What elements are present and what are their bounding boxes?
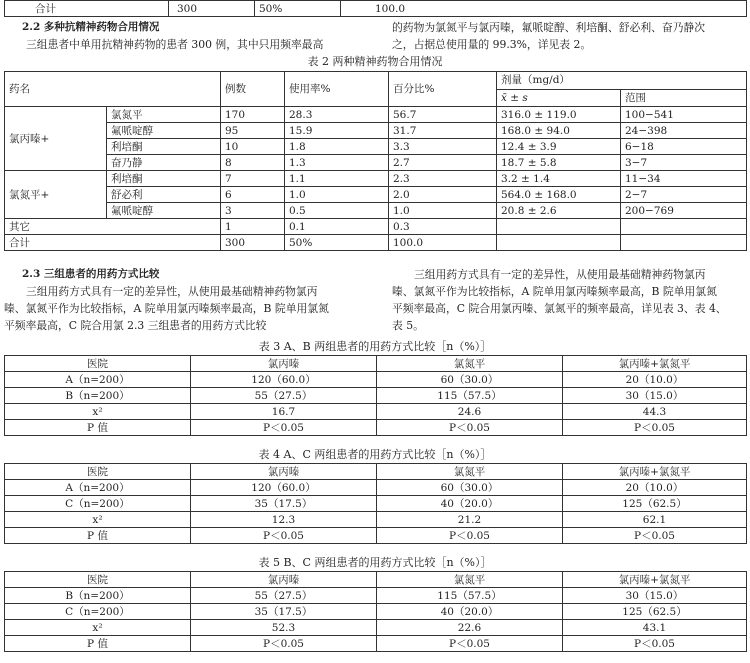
group-name: 氯丙嗪+ <box>5 107 107 171</box>
header-cell: 医院 <box>5 572 191 588</box>
header-cell: 氯氮平 <box>377 356 563 372</box>
header-cell: 氯丙嗪 <box>191 572 377 588</box>
cell: 2−7 <box>621 187 747 203</box>
cell: A（n=200） <box>5 480 191 496</box>
cell: 31.7 <box>389 123 497 139</box>
table-5-caption: 表 5 B、C 两组患者的用药方式比较［n（%）］ <box>258 556 492 569</box>
paragraph-line: 三组患者中单用抗精神药物的患者 300 例，其中只用频率最高 <box>26 38 324 51</box>
header-mean: x̄ ± s <box>497 89 621 107</box>
header-rate: 使用率% <box>285 72 389 107</box>
cell: 55（27.5） <box>191 588 377 604</box>
cell: 100.0 <box>389 235 497 251</box>
cell: 利培酮 <box>107 139 221 155</box>
header-range: 范围 <box>621 89 747 107</box>
cell: 合计 <box>5 235 221 251</box>
cell: 100.0 <box>341 1 747 17</box>
cell: 2.3 <box>389 171 497 187</box>
cell: 22.6 <box>377 620 563 636</box>
cell: P＜0.05 <box>563 636 747 652</box>
cell: 0.1 <box>285 219 389 235</box>
cell: 10 <box>221 139 285 155</box>
cell: P＜0.05 <box>191 636 377 652</box>
paragraph-line: 三组用药方式具有一定的差异性，从使用最基础精神药物氯丙 <box>26 285 318 298</box>
cell: 合计 <box>5 1 169 17</box>
cell: 8 <box>221 155 285 171</box>
cell: P＜0.05 <box>563 420 747 436</box>
cell: P 值 <box>5 636 191 652</box>
cell: 62.1 <box>563 512 747 528</box>
paragraph-line: 平频率最高，C 院合用氯丙嗪、氯氮平的频率最高，详见表 3、表 4、 <box>392 302 727 315</box>
cell: 20（10.0） <box>563 480 747 496</box>
cell: x² <box>5 512 191 528</box>
cell: 1.8 <box>285 139 389 155</box>
cell: 2.0 <box>389 187 497 203</box>
cell: 其它 <box>5 219 221 235</box>
cell: 舒必利 <box>107 187 221 203</box>
cell: 1.0 <box>389 203 497 219</box>
cell <box>621 235 747 251</box>
cell: 95 <box>221 123 285 139</box>
cell: 125（62.5） <box>563 496 747 512</box>
cell: 564.0 ± 168.0 <box>497 187 621 203</box>
cell: 24−398 <box>621 123 747 139</box>
cell: 3 <box>221 203 285 219</box>
cell: 40（20.0） <box>377 604 563 620</box>
cell: 利培酮 <box>107 171 221 187</box>
cell: 52.3 <box>191 620 377 636</box>
cell: 21.2 <box>377 512 563 528</box>
cell: 20.8 ± 2.6 <box>497 203 621 219</box>
cell: 0.3 <box>389 219 497 235</box>
cell: 60（30.0） <box>377 480 563 496</box>
cell: 1.3 <box>285 155 389 171</box>
cell: 30（15.0） <box>563 588 747 604</box>
header-cases: 例数 <box>221 72 285 107</box>
table-3 <box>4 355 747 436</box>
cell: 120（60.0） <box>191 372 377 388</box>
header-dose: 剂量（mg/d） <box>497 72 747 90</box>
paragraph-line: 嗪、氯氮平作为比较指标，A 院单用氯丙嗪频率最高，B 院单用氯氮 <box>392 285 717 298</box>
cell: 300 <box>169 1 255 17</box>
header-pct: 百分比% <box>389 72 497 107</box>
header-cell: 氯氮平 <box>377 572 563 588</box>
cell: P＜0.05 <box>377 528 563 544</box>
cell: x² <box>5 620 191 636</box>
cell: 60（30.0） <box>377 372 563 388</box>
cell: 16.7 <box>191 404 377 420</box>
cell: C（n=200） <box>5 496 191 512</box>
header-cell: 氯氮平 <box>377 464 563 480</box>
cell: 168.0 ± 94.0 <box>497 123 621 139</box>
cell: A（n=200） <box>5 372 191 388</box>
cell: 200−769 <box>621 203 747 219</box>
group-name: 氯氮平+ <box>5 171 107 219</box>
header-drug: 药名 <box>5 72 221 107</box>
cell: 44.3 <box>563 404 747 420</box>
cell: 0.5 <box>285 203 389 219</box>
paragraph-line: 嗪、氯氮平作为比较指标，A 院单用氯丙嗪频率最高，B 院单用氯氮 <box>4 302 329 315</box>
header-cell: 氯丙嗪 <box>191 464 377 480</box>
cell: 125（62.5） <box>563 604 747 620</box>
cell: 35（17.5） <box>191 604 377 620</box>
cell: 40（20.0） <box>377 496 563 512</box>
table-2-caption: 表 2 两种精神药物合用情况 <box>307 55 443 68</box>
cell: 12.3 <box>191 512 377 528</box>
table-5 <box>4 571 747 652</box>
cell: P 值 <box>5 420 191 436</box>
cell: 100−541 <box>621 107 747 123</box>
cell: 55（27.5） <box>191 388 377 404</box>
cell: C（n=200） <box>5 604 191 620</box>
cell: P＜0.05 <box>377 420 563 436</box>
cell: 170 <box>221 107 285 123</box>
cell: 120（60.0） <box>191 480 377 496</box>
cell: 12.4 ± 3.9 <box>497 139 621 155</box>
cell <box>497 219 621 235</box>
cell: 11−34 <box>621 171 747 187</box>
cell: 3−7 <box>621 155 747 171</box>
cell: P 值 <box>5 528 191 544</box>
cell: 15.9 <box>285 123 389 139</box>
cell: 3.2 ± 1.4 <box>497 171 621 187</box>
cell: 氯氮平 <box>107 107 221 123</box>
header-cell: 氯丙嗪+氯氮平 <box>563 356 747 372</box>
header-cell: 氯丙嗪 <box>191 356 377 372</box>
section-heading-2-2: 2.2 多种抗精神药物合用情况 <box>22 21 160 33</box>
cell: 3.3 <box>389 139 497 155</box>
header-cell: 氯丙嗪+氯氮平 <box>563 464 747 480</box>
cell: 7 <box>221 171 285 187</box>
cell: 1.1 <box>285 171 389 187</box>
table-3-caption: 表 3 A、B 两组患者的用药方式比较［n（%）］ <box>258 340 492 353</box>
cell: 300 <box>221 235 285 251</box>
cell: 115（57.5） <box>377 388 563 404</box>
cell: 28.3 <box>285 107 389 123</box>
cell: P＜0.05 <box>563 528 747 544</box>
cell: 6 <box>221 187 285 203</box>
cell: 18.7 ± 5.8 <box>497 155 621 171</box>
cell: 316.0 ± 119.0 <box>497 107 621 123</box>
cell: B（n=200） <box>5 588 191 604</box>
cell: 50% <box>285 235 389 251</box>
cell: P＜0.05 <box>191 420 377 436</box>
cell: 1.0 <box>285 187 389 203</box>
paragraph-line: 表 5。 <box>392 319 424 332</box>
cell: 115（57.5） <box>377 588 563 604</box>
cell: P＜0.05 <box>377 636 563 652</box>
cell: 1 <box>221 219 285 235</box>
cell: 35（17.5） <box>191 496 377 512</box>
cell: 奋乃静 <box>107 155 221 171</box>
cell: P＜0.05 <box>191 528 377 544</box>
cell: 24.6 <box>377 404 563 420</box>
header-cell: 氯丙嗪+氯氮平 <box>563 572 747 588</box>
cell <box>497 235 621 251</box>
header-cell: 医院 <box>5 464 191 480</box>
table-4 <box>4 463 747 544</box>
table-4-caption: 表 4 A、C 两组患者的用药方式比较［n（%）］ <box>258 448 492 461</box>
section-heading-2-3: 2.3 三组患者的用药方式比较 <box>22 268 160 280</box>
cell: 6−18 <box>621 139 747 155</box>
cell: 30（15.0） <box>563 388 747 404</box>
paragraph-line: 的药物为氯氮平与氯丙嗪，氟哌啶醇、利培酮、舒必利、奋乃静次 <box>392 21 706 34</box>
cell: 20（10.0） <box>563 372 747 388</box>
cell: 56.7 <box>389 107 497 123</box>
cell <box>621 219 747 235</box>
paragraph-line: 三组用药方式具有一定的差异性，从使用最基础精神药物氯丙 <box>414 268 706 281</box>
top-total-row <box>4 0 747 17</box>
cell: B（n=200） <box>5 388 191 404</box>
cell: 50% <box>255 1 341 17</box>
paragraph-line: 平频率最高，C 院合用氯 2.3 三组患者的用药方式比较 <box>4 319 267 332</box>
table-2 <box>4 71 747 251</box>
cell: 氟哌啶醇 <box>107 123 221 139</box>
cell: x² <box>5 404 191 420</box>
cell: 43.1 <box>563 620 747 636</box>
cell: 2.7 <box>389 155 497 171</box>
cell: 氟哌啶醇 <box>107 203 221 219</box>
header-cell: 医院 <box>5 356 191 372</box>
paragraph-line: 之，占据总使用量的 99.3%，详见表 2。 <box>392 38 592 51</box>
